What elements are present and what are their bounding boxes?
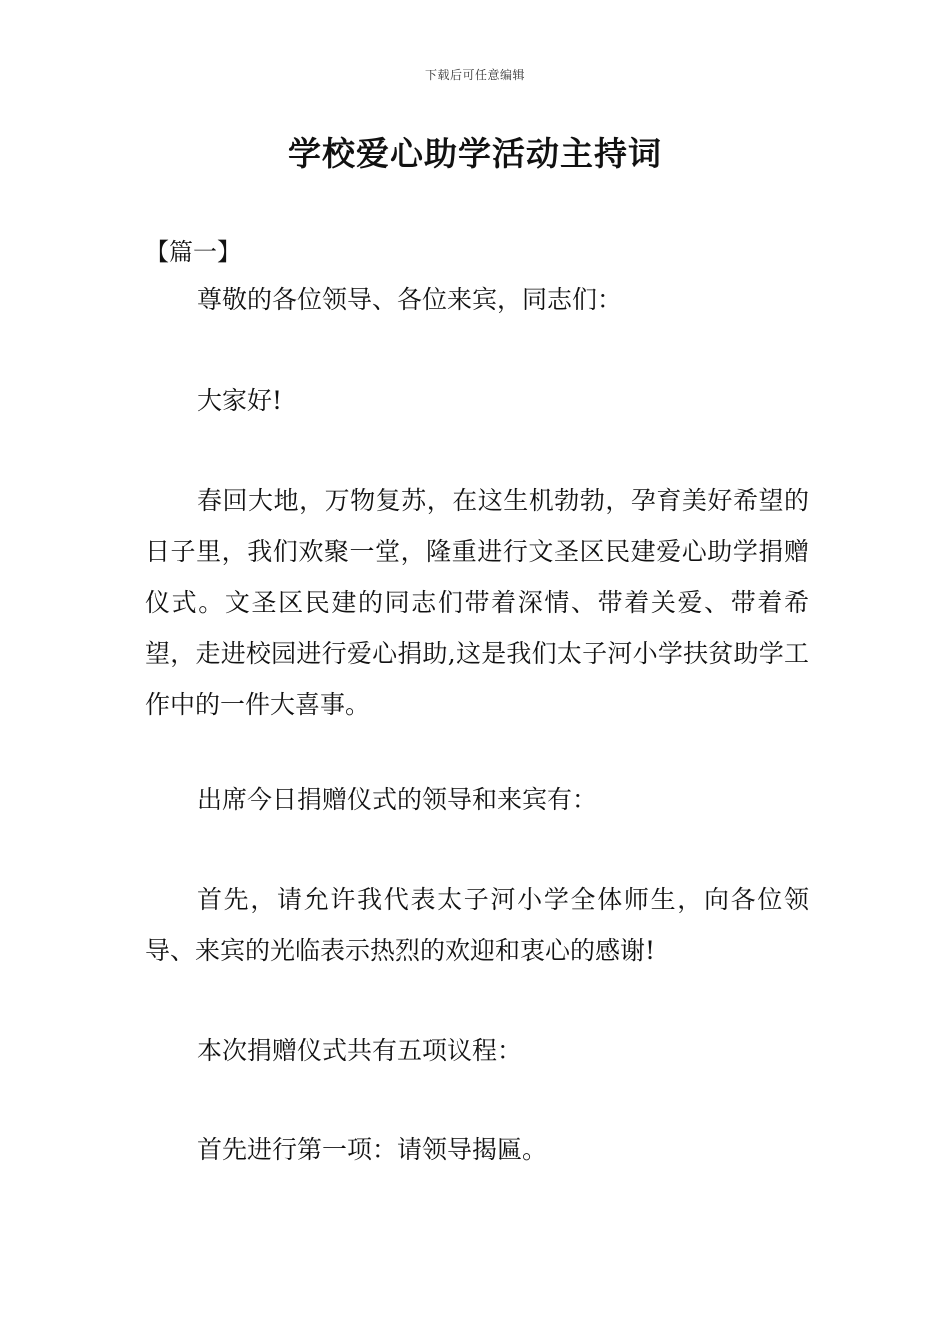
paragraph-guests: 出席今日捐赠仪式的领导和来宾有：	[197, 785, 598, 814]
paragraph-welcome: 首先，请允许我代表太子河小学全体师生，向各位领导、来宾的光临表示热烈的欢迎和衷心的感谢!	[145, 885, 809, 965]
paragraph-greeting: 尊敬的各位领导、各位来宾，同志们：	[197, 285, 623, 314]
paragraph-opening: 春回大地，万物复苏，在这生机勃勃，孕育美好希望的日子里，我们欢聚一堂，隆重进行文圣区民建爱心助学捐赠仪式。文圣区民建的同志们带着深情、带着关爱、带着希望，走进校园进行爱心捐助,这是我们太子河小学扶贫助学工作中的一件大喜事。	[145, 486, 809, 719]
paragraph-first-item: 首先进行第一项：请领导揭匾。	[197, 1135, 548, 1164]
section-label: 【篇一】	[145, 238, 241, 266]
paragraph-agenda: 本次捐赠仪式共有五项议程：	[197, 1036, 523, 1065]
document-title: 学校爱心助学活动主持词	[288, 134, 662, 173]
header-note: 下载后可任意编辑	[424, 68, 525, 82]
paragraph-hello: 大家好!	[197, 386, 283, 415]
